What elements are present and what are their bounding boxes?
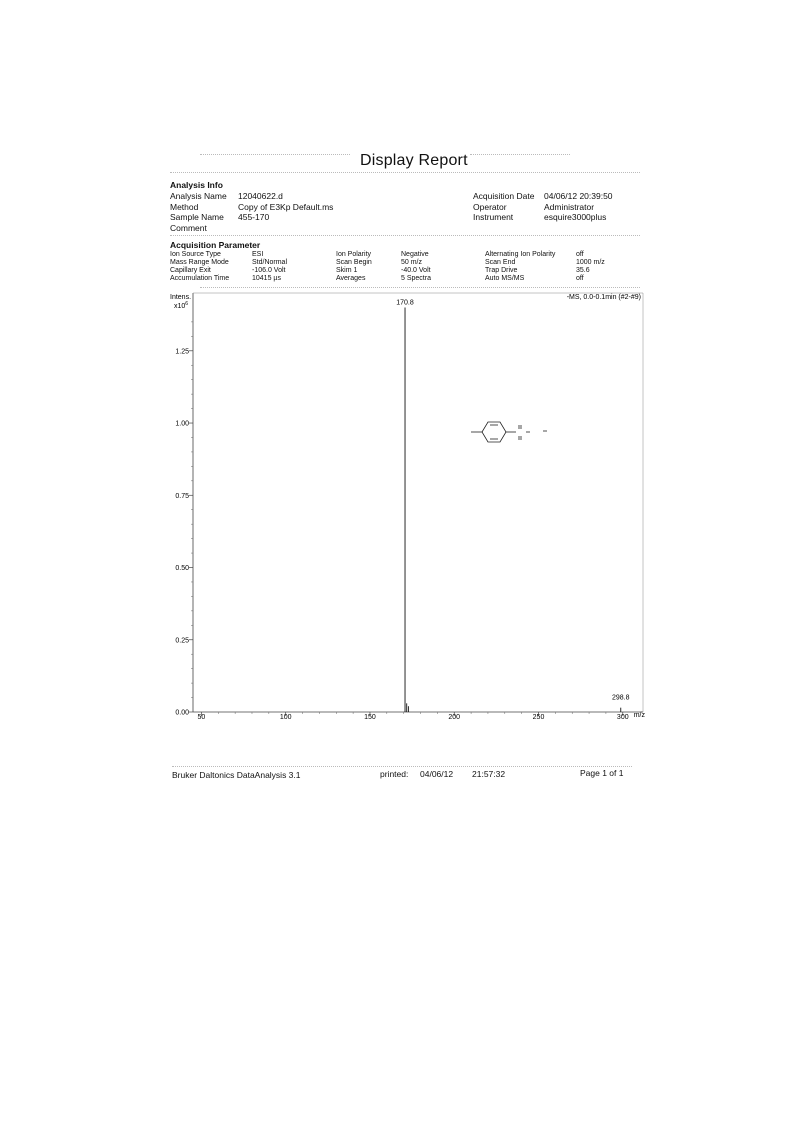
footer-page: Page 1 of 1: [580, 768, 624, 778]
instrument-label: Instrument: [473, 212, 514, 222]
accumulation-time-label: Accumulation Time: [170, 275, 230, 282]
ion-source-type-value: ESI: [252, 251, 264, 258]
footer-printed-time: 21:57:32: [472, 769, 506, 779]
y-tick-label: 1.00: [175, 420, 189, 428]
method-value: Copy of E3Kp Default.ms: [238, 201, 334, 212]
capillary-exit-label: Capillary Exit: [170, 267, 211, 274]
auto-msms-value: off: [576, 275, 584, 282]
footer-software: Bruker Daltonics DataAnalysis 3.1: [172, 770, 301, 780]
acquisition-parameter-heading: Acquisition Parameter: [170, 240, 261, 250]
x-tick-label: 250: [532, 714, 545, 721]
x-tick-label: 100: [279, 714, 292, 721]
scan-begin-value: 50 m/z: [401, 259, 423, 266]
x-tick-label: 150: [364, 714, 376, 721]
instrument-value: esquire3000plus: [544, 212, 607, 222]
y-axis-label: Intens.: [170, 294, 192, 301]
x-tick-label: 200: [448, 714, 461, 721]
mass-range-mode-label: Mass Range Mode: [170, 259, 229, 266]
y-multiplier: $x10^6$: [174, 301, 189, 310]
x-axis-label: m/z: [633, 712, 645, 719]
scan-end-value: 1000 m/z: [576, 259, 605, 266]
x-tick-label: 300: [616, 714, 629, 721]
footer-printed-date: 04/06/12: [420, 769, 454, 779]
skim-1-label: Skim 1: [336, 267, 358, 274]
ion-source-type-label: Ion Source Type: [170, 251, 221, 258]
averages-value: 5 Spectra: [401, 275, 431, 282]
sample-name-value: 455-170: [238, 212, 270, 222]
molecule-structure-drawing: [471, 422, 547, 442]
alternating-ion-polarity-label: Alternating Ion Polarity: [485, 251, 556, 258]
averages-label: Averages: [336, 275, 366, 282]
operator-label: Operator: [473, 201, 507, 212]
y-tick-label: 0.75: [175, 492, 189, 500]
ion-polarity-label: Ion Polarity: [336, 251, 372, 258]
skim-1-value: -40.0 Volt: [401, 267, 431, 274]
capillary-exit-value: -106.0 Volt: [252, 267, 286, 274]
y-tick-label: 1.25: [175, 348, 189, 356]
y-tick-label: 0.00: [175, 709, 189, 717]
y-tick-label: 0.50: [175, 565, 189, 573]
ion-polarity-value: Negative: [401, 251, 429, 258]
accumulation-time-value: 10415 µs: [252, 275, 281, 282]
mass-range-mode-value: Std/Normal: [252, 259, 288, 266]
scan-end-label: Scan End: [485, 259, 516, 266]
trap-drive-label: Trap Drive: [485, 267, 518, 274]
trap-drive-value: 35.6: [576, 267, 590, 274]
acquisition-date-label: Acquisition Date: [473, 191, 535, 201]
trace-label: -MS, 0.0-0.1min (#2-#9): [566, 294, 641, 301]
y-tick-label: 0.25: [175, 637, 189, 645]
auto-msms-label: Auto MS/MS: [485, 275, 525, 282]
scan-begin-label: Scan Begin: [336, 259, 372, 266]
alternating-ion-polarity-value: off: [576, 251, 584, 258]
x-tick-label: 50: [197, 714, 206, 721]
analysis-name-value: 12040622.d: [238, 191, 283, 201]
sample-name-label: Sample Name: [170, 212, 224, 222]
analysis-name-label: Analysis Name: [170, 191, 227, 201]
peak-label: 170.8: [396, 299, 414, 307]
acquisition-date-value: 04/06/12 20:39:50: [544, 191, 613, 201]
footer-printed-label: printed:: [380, 769, 409, 779]
operator-value: Administrator: [544, 201, 595, 212]
report-title: Display Report: [360, 152, 468, 169]
comment-label: Comment: [170, 222, 207, 233]
method-label: Method: [170, 201, 199, 212]
peak-label: 298.8: [611, 694, 630, 702]
analysis-info-heading: Analysis Info: [170, 180, 223, 190]
